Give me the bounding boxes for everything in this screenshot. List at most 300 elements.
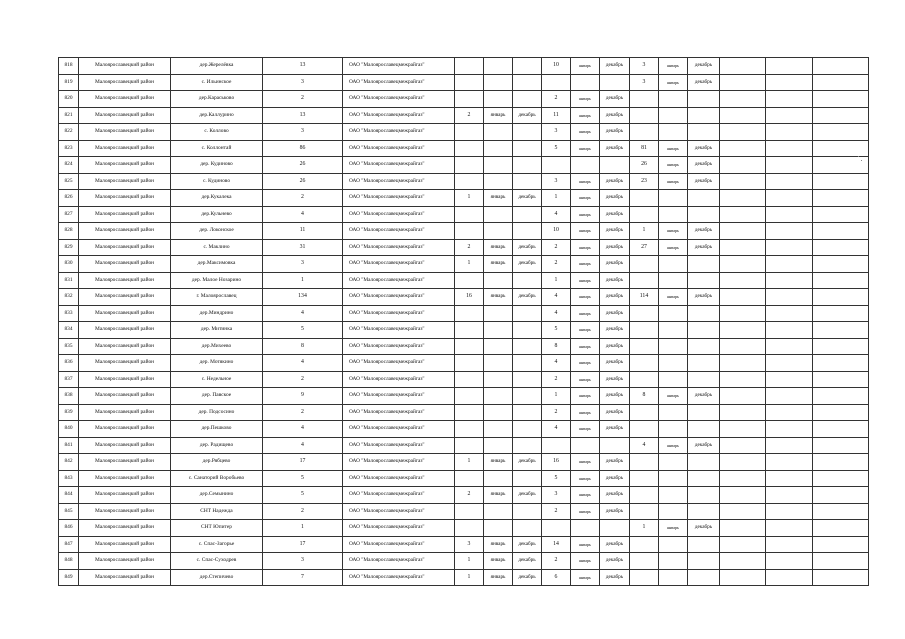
q1-count-cell (455, 437, 484, 454)
q1-start-month-cell (484, 322, 513, 339)
q3-start-month-cell (659, 454, 688, 471)
q2-count-cell: 5 (542, 322, 571, 339)
row-number-cell: 839 (59, 404, 79, 421)
q2-end-month-cell: декабрь (600, 206, 630, 223)
q1-end-month-cell (513, 355, 542, 372)
scan-speck (861, 160, 862, 161)
table-row (59, 421, 869, 438)
q2-end-month-cell: декабрь (600, 553, 630, 570)
organization-cell: ОАО "Малоярославецмежрайгаз" (343, 536, 455, 553)
q2-end-month-cell: декабрь (600, 355, 630, 372)
organization-cell: ОАО "Малоярославецмежрайгаз" (343, 322, 455, 339)
q1-end-month-cell: декабрь (513, 487, 542, 504)
extra-col-1-cell (720, 503, 766, 520)
row-number-cell: 848 (59, 553, 79, 570)
q3-count-cell: 3 (630, 74, 659, 91)
settlement-cell: дер.Кукалека (171, 190, 263, 207)
district-cell: Малоярославецкий район (79, 157, 171, 174)
q3-count-cell: 4 (630, 437, 659, 454)
q3-end-month-cell (688, 503, 720, 520)
count-total-cell: 3 (263, 553, 343, 570)
organization-cell: ОАО "Малоярославецмежрайгаз" (343, 454, 455, 471)
q2-count-cell: 3 (542, 124, 571, 141)
organization-cell: ОАО "Малоярославецмежрайгаз" (343, 437, 455, 454)
table-row (59, 355, 869, 372)
settlement-cell: с. Недельное (171, 371, 263, 388)
q3-end-month-cell: декабрь (688, 289, 720, 306)
q1-start-month-cell: январь (484, 454, 513, 471)
q1-end-month-cell (513, 371, 542, 388)
q1-start-month-cell (484, 371, 513, 388)
q2-start-month-cell: январь (571, 239, 600, 256)
table-row (59, 91, 869, 108)
extra-col-3-cell (813, 58, 869, 75)
extra-col-2-cell (766, 256, 813, 273)
q2-count-cell: 1 (542, 190, 571, 207)
q3-count-cell (630, 272, 659, 289)
q1-count-cell (455, 58, 484, 75)
extra-col-2-cell (766, 223, 813, 240)
q1-start-month-cell: январь (484, 487, 513, 504)
table-row (59, 322, 869, 339)
q2-start-month-cell: январь (571, 190, 600, 207)
q1-start-month-cell (484, 305, 513, 322)
organization-cell: ОАО "Малоярославецмежрайгаз" (343, 305, 455, 322)
count-total-cell: 5 (263, 470, 343, 487)
q3-end-month-cell (688, 91, 720, 108)
extra-col-1-cell (720, 107, 766, 124)
table-row (59, 58, 869, 75)
q3-end-month-cell: декабрь (688, 437, 720, 454)
q3-end-month-cell (688, 338, 720, 355)
q2-end-month-cell: декабрь (600, 470, 630, 487)
q1-count-cell (455, 388, 484, 405)
table-row (59, 487, 869, 504)
q3-end-month-cell (688, 421, 720, 438)
extra-col-3-cell (813, 124, 869, 141)
extra-col-3-cell (813, 371, 869, 388)
q2-start-month-cell (571, 157, 600, 174)
q3-start-month-cell (659, 487, 688, 504)
q2-end-month-cell: декабрь (600, 239, 630, 256)
row-number-cell: 838 (59, 388, 79, 405)
q3-end-month-cell (688, 404, 720, 421)
q2-count-cell: 11 (542, 107, 571, 124)
q1-count-cell (455, 503, 484, 520)
q3-count-cell (630, 536, 659, 553)
extra-col-2-cell (766, 107, 813, 124)
count-total-cell: 86 (263, 140, 343, 157)
extra-col-1-cell (720, 140, 766, 157)
district-cell: Малоярославецкий район (79, 124, 171, 141)
q3-count-cell (630, 338, 659, 355)
organization-cell: ОАО "Малоярославецмежрайгаз" (343, 404, 455, 421)
extra-col-2-cell (766, 388, 813, 405)
q3-count-cell (630, 470, 659, 487)
q3-end-month-cell (688, 536, 720, 553)
extra-col-1-cell (720, 338, 766, 355)
scan-speck (858, 156, 859, 157)
q1-count-cell: 1 (455, 569, 484, 586)
q1-count-cell (455, 272, 484, 289)
extra-col-3-cell (813, 239, 869, 256)
district-cell: Малоярославецкий район (79, 553, 171, 570)
district-cell: Малоярославецкий район (79, 355, 171, 372)
table-row (59, 553, 869, 570)
row-number-cell: 840 (59, 421, 79, 438)
district-cell: Малоярославецкий район (79, 91, 171, 108)
q2-count-cell: 2 (542, 256, 571, 273)
q3-count-cell (630, 124, 659, 141)
organization-cell: ОАО "Малоярославецмежрайгаз" (343, 256, 455, 273)
q3-end-month-cell: декабрь (688, 223, 720, 240)
row-number-cell: 841 (59, 437, 79, 454)
settlement-cell: дер.Жерелёвка (171, 58, 263, 75)
row-number-cell: 824 (59, 157, 79, 174)
extra-col-3-cell (813, 140, 869, 157)
table-row (59, 437, 869, 454)
settlement-cell: дер. Мотякино (171, 355, 263, 372)
settlement-cell: дер. Локонское (171, 223, 263, 240)
table-row (59, 190, 869, 207)
extra-col-1-cell (720, 173, 766, 190)
q3-start-month-cell (659, 355, 688, 372)
q3-count-cell (630, 487, 659, 504)
q2-end-month-cell: декабрь (600, 569, 630, 586)
q3-count-cell (630, 256, 659, 273)
extra-col-2-cell (766, 503, 813, 520)
q1-start-month-cell (484, 206, 513, 223)
q2-end-month-cell: декабрь (600, 487, 630, 504)
count-total-cell: 2 (263, 503, 343, 520)
organization-cell: ОАО "Малоярославецмежрайгаз" (343, 173, 455, 190)
count-total-cell: 13 (263, 107, 343, 124)
q3-start-month-cell: январь (659, 74, 688, 91)
q3-start-month-cell (659, 322, 688, 339)
count-total-cell: 2 (263, 91, 343, 108)
q1-end-month-cell: декабрь (513, 107, 542, 124)
district-cell: Малоярославецкий район (79, 107, 171, 124)
extra-col-1-cell (720, 91, 766, 108)
q2-end-month-cell: декабрь (600, 58, 630, 75)
settlement-cell: дер. Митинка (171, 322, 263, 339)
q3-end-month-cell: декабрь (688, 173, 720, 190)
q1-count-cell (455, 157, 484, 174)
q1-end-month-cell (513, 124, 542, 141)
q1-end-month-cell (513, 421, 542, 438)
q2-start-month-cell: январь (571, 173, 600, 190)
extra-col-3-cell (813, 289, 869, 306)
q1-start-month-cell (484, 272, 513, 289)
count-total-cell: 4 (263, 206, 343, 223)
organization-cell: ОАО "Малоярославецмежрайгаз" (343, 239, 455, 256)
q3-end-month-cell (688, 487, 720, 504)
q1-start-month-cell: январь (484, 239, 513, 256)
q1-end-month-cell (513, 437, 542, 454)
q1-end-month-cell (513, 223, 542, 240)
q2-start-month-cell (571, 437, 600, 454)
q2-count-cell: 4 (542, 305, 571, 322)
q3-start-month-cell (659, 371, 688, 388)
q3-count-cell (630, 305, 659, 322)
settlement-cell: дер. Кудиново (171, 157, 263, 174)
q2-start-month-cell (571, 74, 600, 91)
count-total-cell: 31 (263, 239, 343, 256)
extra-col-2-cell (766, 487, 813, 504)
extra-col-1-cell (720, 569, 766, 586)
extra-col-3-cell (813, 421, 869, 438)
q2-count-cell: 6 (542, 569, 571, 586)
q1-count-cell (455, 305, 484, 322)
q3-end-month-cell (688, 107, 720, 124)
district-cell: Малоярославецкий район (79, 206, 171, 223)
q3-end-month-cell (688, 371, 720, 388)
extra-col-3-cell (813, 256, 869, 273)
q3-start-month-cell (659, 124, 688, 141)
q1-end-month-cell (513, 470, 542, 487)
q3-count-cell: 1 (630, 520, 659, 537)
table-row (59, 569, 869, 586)
q2-end-month-cell: декабрь (600, 91, 630, 108)
q1-start-month-cell (484, 470, 513, 487)
table-row (59, 173, 869, 190)
organization-cell: ОАО "Малоярославецмежрайгаз" (343, 272, 455, 289)
q2-end-month-cell: декабрь (600, 305, 630, 322)
extra-col-2-cell (766, 569, 813, 586)
q2-end-month-cell: декабрь (600, 256, 630, 273)
q1-end-month-cell (513, 388, 542, 405)
settlement-cell: дер. Павское (171, 388, 263, 405)
district-cell: Малоярославецкий район (79, 470, 171, 487)
q3-end-month-cell (688, 470, 720, 487)
settlement-cell: дер.Рябцево (171, 454, 263, 471)
q3-start-month-cell: январь (659, 289, 688, 306)
q1-end-month-cell (513, 91, 542, 108)
q1-start-month-cell (484, 223, 513, 240)
q3-end-month-cell: декабрь (688, 388, 720, 405)
q3-end-month-cell (688, 272, 720, 289)
q3-end-month-cell: декабрь (688, 157, 720, 174)
q3-count-cell (630, 322, 659, 339)
settlement-cell: дер. Радищево (171, 437, 263, 454)
extra-col-3-cell (813, 470, 869, 487)
q1-count-cell (455, 206, 484, 223)
district-cell: Малоярославецкий район (79, 322, 171, 339)
organization-cell: ОАО "Малоярославецмежрайгаз" (343, 91, 455, 108)
extra-col-2-cell (766, 124, 813, 141)
organization-cell: ОАО "Малоярославецмежрайгаз" (343, 190, 455, 207)
q1-end-month-cell (513, 74, 542, 91)
q2-count-cell: 2 (542, 371, 571, 388)
q1-start-month-cell (484, 157, 513, 174)
q2-end-month-cell: декабрь (600, 454, 630, 471)
extra-col-3-cell (813, 173, 869, 190)
q3-count-cell (630, 206, 659, 223)
q1-count-cell (455, 173, 484, 190)
table-row (59, 388, 869, 405)
organization-cell: ОАО "Малоярославецмежрайгаз" (343, 157, 455, 174)
q1-start-month-cell (484, 91, 513, 108)
q3-start-month-cell (659, 338, 688, 355)
q1-end-month-cell: декабрь (513, 536, 542, 553)
q3-start-month-cell (659, 470, 688, 487)
table-row (59, 239, 869, 256)
extra-col-3-cell (813, 206, 869, 223)
q2-end-month-cell: декабрь (600, 272, 630, 289)
q3-count-cell (630, 454, 659, 471)
row-number-cell: 836 (59, 355, 79, 372)
row-number-cell: 843 (59, 470, 79, 487)
q3-end-month-cell (688, 355, 720, 372)
q1-end-month-cell (513, 58, 542, 75)
q1-count-cell: 3 (455, 536, 484, 553)
count-total-cell: 5 (263, 487, 343, 504)
district-cell: Малоярославецкий район (79, 371, 171, 388)
extra-col-2-cell (766, 74, 813, 91)
extra-col-2-cell (766, 437, 813, 454)
extra-col-1-cell (720, 520, 766, 537)
q2-end-month-cell: декабрь (600, 190, 630, 207)
count-total-cell: 2 (263, 404, 343, 421)
q3-start-month-cell (659, 536, 688, 553)
extra-col-1-cell (720, 58, 766, 75)
q1-start-month-cell (484, 503, 513, 520)
settlement-cell: с. Ильинское (171, 74, 263, 91)
extra-col-2-cell (766, 239, 813, 256)
q2-count-cell (542, 437, 571, 454)
q2-end-month-cell (600, 157, 630, 174)
extra-col-3-cell (813, 487, 869, 504)
district-cell: Малоярославецкий район (79, 388, 171, 405)
q3-start-month-cell: январь (659, 157, 688, 174)
settlement-cell: дер.Каллурино (171, 107, 263, 124)
count-total-cell: 3 (263, 74, 343, 91)
q1-end-month-cell: декабрь (513, 190, 542, 207)
extra-col-2-cell (766, 157, 813, 174)
q3-count-cell: 81 (630, 140, 659, 157)
count-total-cell: 4 (263, 437, 343, 454)
organization-cell: ОАО "Малоярославецмежрайгаз" (343, 520, 455, 537)
extra-col-2-cell (766, 272, 813, 289)
q1-end-month-cell: декабрь (513, 454, 542, 471)
row-number-cell: 842 (59, 454, 79, 471)
q1-count-cell: 1 (455, 553, 484, 570)
q2-end-month-cell: декабрь (600, 388, 630, 405)
organization-cell: ОАО "Малоярославецмежрайгаз" (343, 124, 455, 141)
table-row (59, 454, 869, 471)
extra-col-3-cell (813, 454, 869, 471)
table-row (59, 536, 869, 553)
q2-count-cell: 2 (542, 553, 571, 570)
settlement-cell: дер. Малое Нозарино (171, 272, 263, 289)
row-number-cell: 830 (59, 256, 79, 273)
settlement-cell: с. Маклино (171, 239, 263, 256)
district-cell: Малоярославецкий район (79, 74, 171, 91)
q1-end-month-cell: декабрь (513, 569, 542, 586)
extra-col-2-cell (766, 140, 813, 157)
q2-count-cell: 14 (542, 536, 571, 553)
organization-cell: ОАО "Малоярославецмежрайгаз" (343, 487, 455, 504)
extra-col-2-cell (766, 520, 813, 537)
extra-col-3-cell (813, 569, 869, 586)
row-number-cell: 819 (59, 74, 79, 91)
row-number-cell: 822 (59, 124, 79, 141)
q1-start-month-cell (484, 124, 513, 141)
q1-start-month-cell: январь (484, 569, 513, 586)
q2-start-month-cell: январь (571, 223, 600, 240)
extra-col-1-cell (720, 190, 766, 207)
q2-start-month-cell: январь (571, 355, 600, 372)
table-row (59, 223, 869, 240)
gas-service-table (58, 57, 869, 586)
q1-count-cell (455, 124, 484, 141)
q3-count-cell (630, 355, 659, 372)
extra-col-1-cell (720, 404, 766, 421)
row-number-cell: 820 (59, 91, 79, 108)
district-cell: Малоярославецкий район (79, 272, 171, 289)
table-row (59, 256, 869, 273)
extra-col-3-cell (813, 190, 869, 207)
q3-end-month-cell (688, 454, 720, 471)
q2-count-cell (542, 74, 571, 91)
table-row (59, 470, 869, 487)
q2-count-cell (542, 520, 571, 537)
count-total-cell: 1 (263, 520, 343, 537)
organization-cell: ОАО "Малоярославецмежрайгаз" (343, 388, 455, 405)
count-total-cell: 26 (263, 173, 343, 190)
q3-start-month-cell (659, 91, 688, 108)
q2-start-month-cell: январь (571, 421, 600, 438)
q2-end-month-cell: декабрь (600, 140, 630, 157)
q2-end-month-cell: декабрь (600, 289, 630, 306)
row-number-cell: 846 (59, 520, 79, 537)
extra-col-3-cell (813, 223, 869, 240)
count-total-cell: 2 (263, 190, 343, 207)
q1-end-month-cell: декабрь (513, 553, 542, 570)
extra-col-2-cell (766, 470, 813, 487)
q2-end-month-cell: декабрь (600, 371, 630, 388)
organization-cell: ОАО "Малоярославецмежрайгаз" (343, 223, 455, 240)
q1-start-month-cell (484, 140, 513, 157)
q3-start-month-cell: январь (659, 239, 688, 256)
row-number-cell: 834 (59, 322, 79, 339)
extra-col-3-cell (813, 520, 869, 537)
q3-end-month-cell: декабрь (688, 140, 720, 157)
q2-start-month-cell: январь (571, 107, 600, 124)
q1-count-cell: 1 (455, 190, 484, 207)
table-row (59, 338, 869, 355)
organization-cell: ОАО "Малоярославецмежрайгаз" (343, 371, 455, 388)
extra-col-1-cell (720, 256, 766, 273)
q1-count-cell: 2 (455, 239, 484, 256)
extra-col-2-cell (766, 536, 813, 553)
q3-count-cell (630, 553, 659, 570)
q2-count-cell: 8 (542, 338, 571, 355)
q3-start-month-cell (659, 206, 688, 223)
q2-end-month-cell: декабрь (600, 421, 630, 438)
q2-start-month-cell: январь (571, 536, 600, 553)
organization-cell: ОАО "Малоярославецмежрайгаз" (343, 503, 455, 520)
row-number-cell: 832 (59, 289, 79, 306)
q2-start-month-cell: январь (571, 503, 600, 520)
extra-col-3-cell (813, 536, 869, 553)
table-row (59, 206, 869, 223)
count-total-cell: 4 (263, 355, 343, 372)
extra-col-1-cell (720, 305, 766, 322)
q1-end-month-cell: декабрь (513, 289, 542, 306)
q1-end-month-cell (513, 338, 542, 355)
q2-count-cell: 16 (542, 454, 571, 471)
